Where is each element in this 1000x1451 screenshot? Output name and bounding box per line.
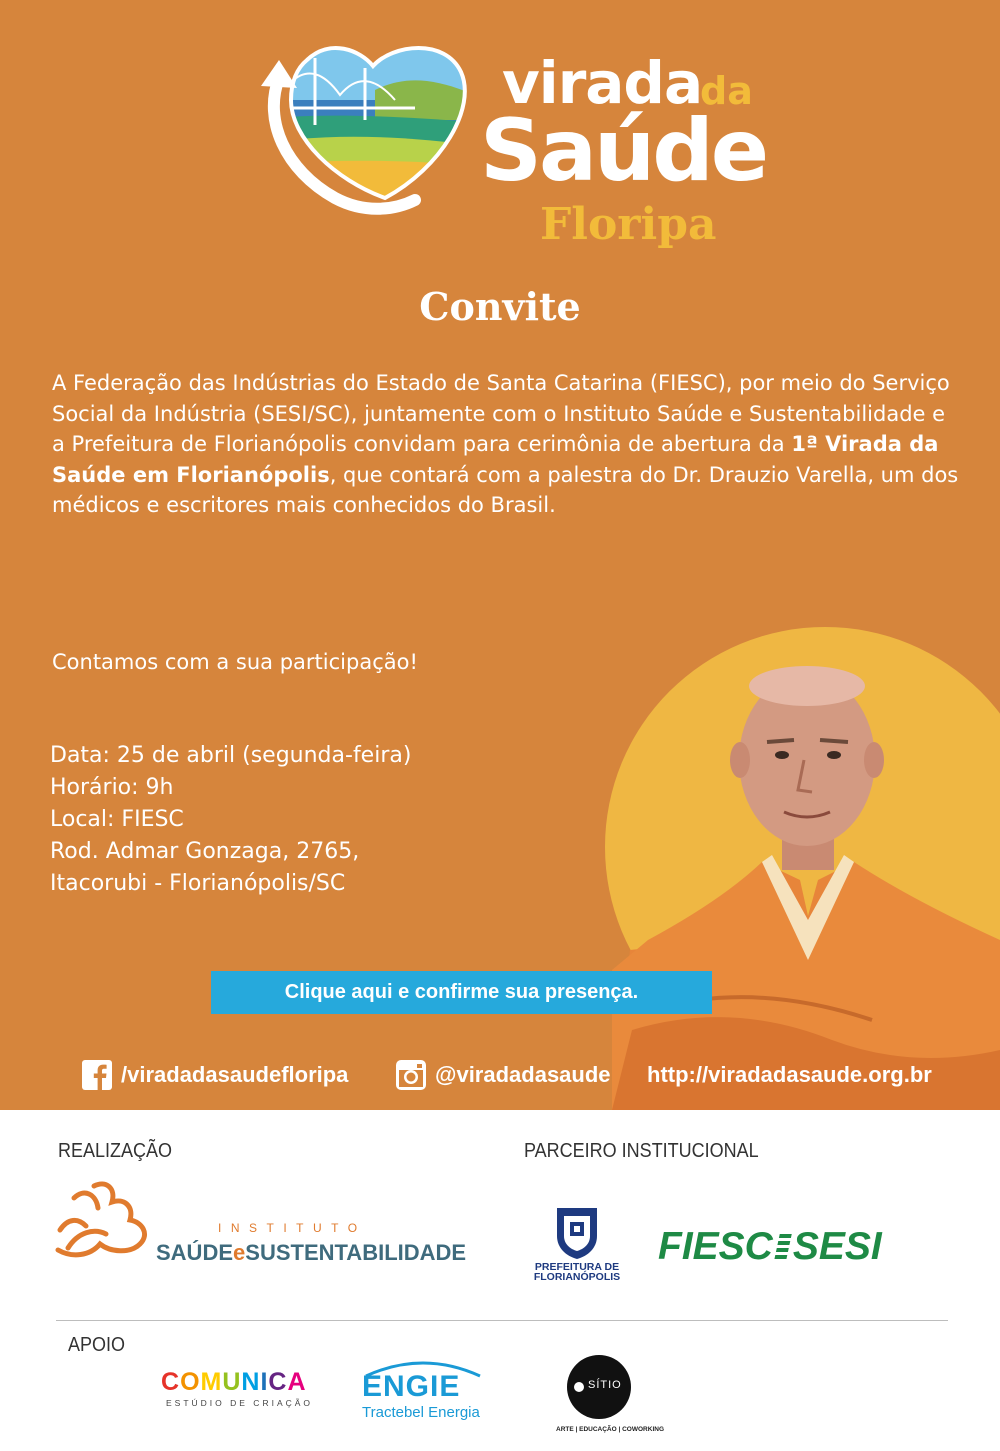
- paragraph-bold: 1ª Virada da Saúde em Florianópolis: [52, 432, 939, 487]
- sitio-word: SÍTIO: [588, 1379, 622, 1391]
- sitio-subtitle: ARTE | EDUCAÇÃO | COWORKING: [556, 1426, 664, 1433]
- comunica-letter: C: [268, 1368, 288, 1396]
- comunica-letter: I: [260, 1368, 269, 1396]
- instituto-hand-logo-icon: [54, 1178, 154, 1262]
- saude-word: SAÚDE: [156, 1240, 234, 1265]
- comunica-letter: O: [180, 1368, 201, 1396]
- comunica-subtitle: ESTÚDIO DE CRIAÇÃO: [166, 1398, 314, 1408]
- sitio-dot-icon: [574, 1382, 584, 1392]
- paragraph-part-2: , que contará com a palestra do Dr. Drauzio Varella, um dos médicos e escritores mais conhecidos do Brasil.: [52, 462, 959, 517]
- sponsors-divider: [56, 1320, 948, 1321]
- sesi-word: SESI: [792, 1225, 882, 1268]
- facebook-icon: [82, 1060, 112, 1090]
- event-address-2: Itacorubi - Florianópolis/SC: [50, 871, 346, 896]
- website-link[interactable]: http://viradadasaude.org.br: [647, 1062, 932, 1087]
- paragraph-part-1: A Federação das Indústrias do Estado de Santa Catarina (FIESC), por meio do Serviço Social da Indústria (SESI/SC), juntamente com o Instituto Saúde e Sustentabilidade e a Prefeitura de Florianópolis convidam para cerimônia de abertura da: [52, 371, 950, 456]
- logo-title-saude: Saúde: [480, 101, 767, 201]
- prefeitura-line-1: PREFEITURA DE: [534, 1261, 620, 1273]
- portrait-image: [612, 650, 1000, 1110]
- event-time: Horário: 9h: [50, 775, 174, 800]
- logo-title-floripa: Floripa: [540, 199, 717, 250]
- comunica-logo: [161, 1368, 307, 1397]
- prefeitura-crest-icon: [554, 1206, 600, 1260]
- comunica-letter: M: [200, 1368, 223, 1396]
- engie-subtitle: Tractebel Energia: [362, 1404, 480, 1421]
- instagram-icon: [396, 1060, 426, 1090]
- facebook-handle: /viradadasaudefloripa: [121, 1062, 349, 1087]
- instagram-link[interactable]: [396, 1060, 611, 1090]
- fiesc-word: FIESC: [658, 1225, 773, 1268]
- event-details: [50, 740, 411, 900]
- engie-word: ENGIE: [362, 1370, 461, 1403]
- prefeitura-line-2: FLORIANÓPOLIS: [533, 1271, 621, 1283]
- instituto-word: INSTITUTO: [218, 1221, 367, 1235]
- comunica-letter: C: [161, 1368, 181, 1396]
- closing-line: Contamos com a sua participação!: [52, 650, 418, 674]
- facebook-link[interactable]: [82, 1060, 348, 1090]
- apoio-label: APOIO: [68, 1334, 126, 1356]
- comunica-letter: A: [287, 1368, 307, 1396]
- logo-title-da: da: [700, 69, 753, 113]
- event-place: Local: FIESC: [50, 807, 184, 832]
- parceiro-label: PARCEIRO INSTITUCIONAL: [524, 1140, 759, 1162]
- comunica-letter: N: [241, 1368, 261, 1396]
- logo-title-virada: virada: [502, 49, 703, 117]
- sustentabilidade-word: SUSTENTABILIDADE: [245, 1240, 467, 1265]
- invitation-paragraph: [52, 368, 962, 521]
- prefeitura-wordmark: [532, 1262, 622, 1282]
- instagram-handle: @viradadasaude: [435, 1062, 611, 1087]
- comunica-letter: U: [222, 1368, 242, 1396]
- heart-logo-icon: [255, 20, 495, 220]
- invitation-title: Convite: [419, 284, 581, 329]
- realizacao-label: REALIZAÇÃO: [58, 1140, 173, 1162]
- event-date: Data: 25 de abril (segunda-feira): [50, 743, 412, 768]
- e-word: e: [233, 1240, 246, 1265]
- saude-sustentabilidade-wordmark: [156, 1240, 466, 1266]
- fiesc-sesi-logo: [658, 1225, 882, 1269]
- event-address-1: Rod. Admar Gonzaga, 2765,: [50, 839, 360, 864]
- confirm-attendance-button[interactable]: Clique aqui e confirme sua presença.: [211, 971, 712, 1014]
- fiesc-separator: [774, 1234, 792, 1260]
